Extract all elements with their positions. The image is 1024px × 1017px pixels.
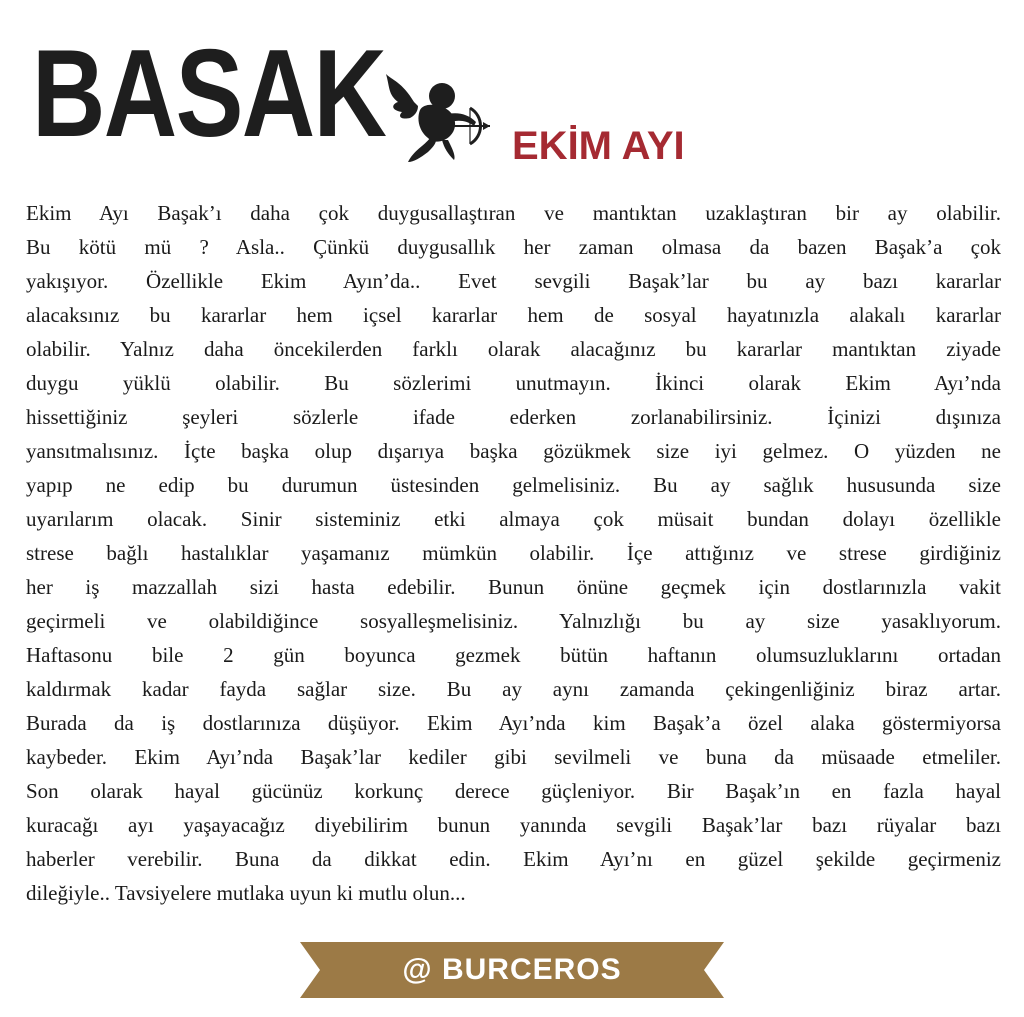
text-line: kuracağı ayı yaşayacağız diyebilirim bunun yanında sevgili Başak’lar bazı rüyalar bazı [26, 813, 1001, 837]
text-line: uyarılarım olacak. Sinir sisteminiz etki almaya çok müsait bundan dolayı özellikle [26, 507, 1001, 531]
text-line: haberler verebilir. Buna da dikkat edin. Ekim Ayı’nı en güzel şekilde geçirmeniz [26, 847, 1001, 871]
text-line: Bu kötü mü ? Asla.. Çünkü duygusallık her zaman olmasa da bazen Başak’a çok [26, 235, 1001, 259]
text-line: yansıtmalısınız. İçte başka olup dışarıya başka gözükmek size iyi gelmez. O yüzden ne [26, 439, 1001, 463]
text-line: geçirmeli ve olabildiğince sosyalleşmelisiniz. Yalnızlığı bu ay size yasaklıyorum. [26, 609, 1001, 633]
text-line: hissettiğiniz şeyleri sözlerle ifade ederken zorlanabilirsiniz. İçinizi dışınıza [26, 405, 1001, 429]
month-subtitle: EKİM AYI [512, 124, 685, 168]
author-handle: @ BURCEROS [402, 953, 622, 986]
text-line: Son olarak hayal gücünüz korkunç derece güçleniyor. Bir Başak’ın en fazla hayal [26, 779, 1001, 803]
text-line: her iş mazzallah sizi hasta edebilir. Bunun önüne geçmek için dostlarınızla vakit [26, 575, 1001, 599]
text-line: alacaksınız bu kararlar hem içsel kararlar hem de sosyal hayatınızla alakalı kararlar [26, 303, 1001, 327]
sign-title: BASAK [32, 25, 386, 163]
horoscope-text [26, 196, 1001, 910]
text-line: Haftasonu bile 2 gün boyunca gezmek bütün haftanın olumsuzluklarını ortadan [26, 643, 1001, 667]
text-line: dileğiyle.. Tavsiyelere mutlaka uyun ki mutlu olun... [26, 881, 466, 905]
text-line: kaybeder. Ekim Ayı’nda Başak’lar kediler gibi sevilmeli ve buna da müsaade etmeliler. [26, 745, 1001, 769]
author-banner [300, 942, 724, 998]
text-line: yakışıyor. Özellikle Ekim Ayın’da.. Evet sevgili Başak’lar bu ay bazı kararlar [26, 269, 1001, 293]
text-line: Ekim Ayı Başak’ı daha çok duygusallaştıran ve mantıktan uzaklaştıran bir ay olabilir. [26, 201, 1001, 225]
text-line: duygu yüklü olabilir. Bu sözlerimi unutmayın. İkinci olarak Ekim Ayı’nda [26, 371, 1001, 395]
header [32, 24, 992, 174]
text-line: Burada da iş dostlarınıza düşüyor. Ekim Ayı’nda kim Başak’a özel alaka göstermiyorsa [26, 711, 1001, 735]
text-line: strese bağlı hastalıklar yaşamanız mümkün olabilir. İçe attığınız ve strese girdiğiniz [26, 541, 1001, 565]
text-line: yapıp ne edip bu durumun üstesinden gelmelisiniz. Bu ay sağlık hususunda size [26, 473, 1001, 497]
cupid-silhouette-icon [384, 72, 492, 172]
text-line: olabilir. Yalnız daha öncekilerden farklı olarak alacağınız bu kararlar mantıktan ziyade [26, 337, 1001, 361]
text-line: kaldırmak kadar fayda sağlar size. Bu ay aynı zamanda çekingenliğiniz biraz artar. [26, 677, 1001, 701]
